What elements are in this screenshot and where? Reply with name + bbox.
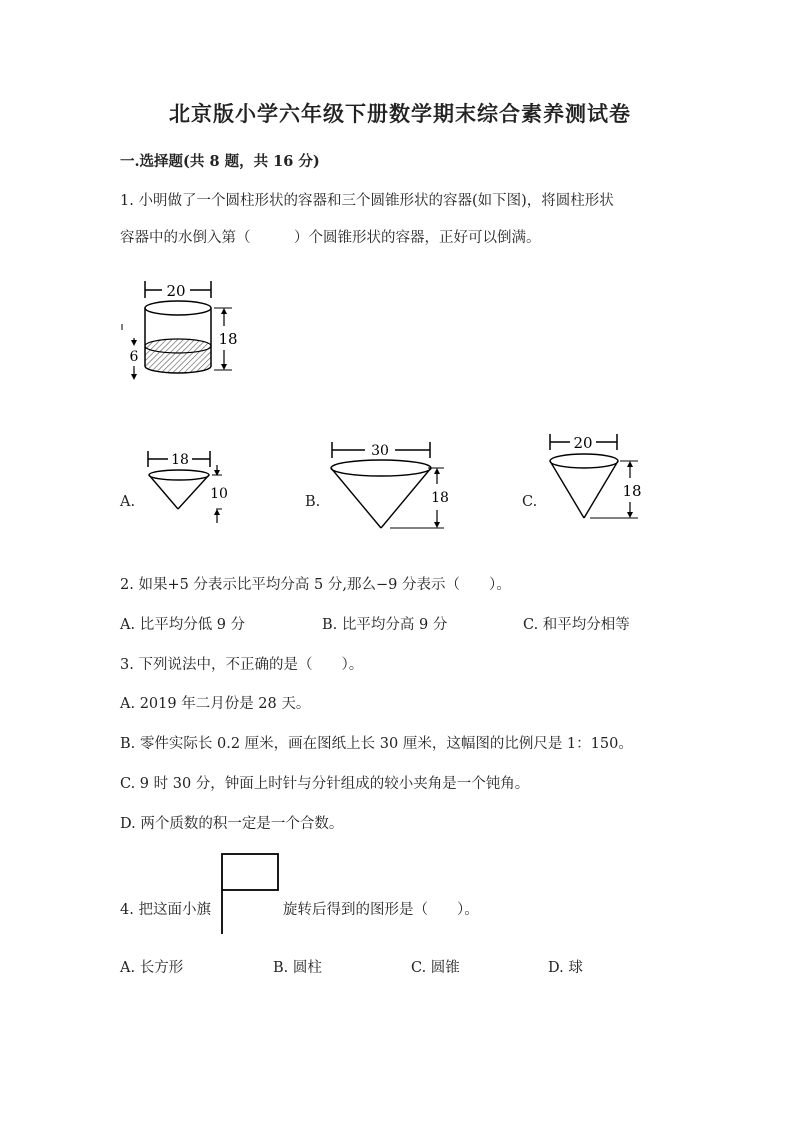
cylinder-diameter-label: 20 [166,282,186,300]
cone-b-figure [320,438,460,533]
cone-c-figure [540,430,650,525]
cone-c-top-label: 20 [573,434,593,452]
q2-option-b: B. 比平均分高 9 分 [322,617,448,633]
cone-b-top-label: 30 [371,443,389,459]
cylinder-water-label: 6 [129,349,139,365]
q3-option-b: B. 零件实际长 0.2 厘米，画在图纸上长 30 厘米，这幅图的比例尺是 1：150。 [120,736,633,752]
q4-option-b: B. 圆柱 [273,960,322,976]
q2-option-a: A. 比平均分低 9 分 [120,617,246,633]
cone-a-top-label: 18 [171,452,189,468]
q2-option-c: C. 和平均分相等 [523,617,630,633]
q4-option-c: C. 圆锥 [411,960,460,976]
q4-option-d: D. 球 [548,960,583,976]
cone-a-height-label: 10 [210,486,228,502]
cone-a-figure [140,445,240,525]
q4-option-a: A. 长方形 [120,960,184,976]
cone-b-height-label: 18 [431,490,449,506]
q1-option-a-label: A. [120,494,136,510]
q1-option-c-label: C. [522,494,538,510]
q4-stem-left: 4. 把这面小旗 [120,902,211,918]
cylinder-figure [120,278,250,383]
q3-option-a: A. 2019 年二月份是 28 天。 [120,696,311,712]
section-heading: 一.选择题(共 8 题，共 16 分) [120,153,320,170]
q1-stem-line2: 容器中的水倒入第（ ）个圆锥形状的容器，正好可以倒满。 [120,230,541,246]
q4-stem-right: 旋转后得到的图形是（ ）。 [283,902,479,918]
q2-stem: 2. 如果+5 分表示比平均分高 5 分,那么−9 分表示（ ）。 [120,577,511,593]
q1-stem-line1: 1. 小明做了一个圆柱形状的容器和三个圆锥形状的容器(如下图)，将圆柱形状 [120,193,614,209]
page-title: 北京版小学六年级下册数学期末综合素养测试卷 [169,101,631,126]
cone-c-height-label: 18 [622,482,642,500]
q3-option-d: D. 两个质数的积一定是一个合数。 [120,816,344,832]
q3-stem: 3. 下列说法中，不正确的是（ ）。 [120,657,364,673]
q1-option-b-label: B. [305,494,321,510]
flag-figure [218,850,282,936]
q3-option-c: C. 9 时 30 分，钟面上时针与分针组成的较小夹角是一个钝角。 [120,776,530,792]
cylinder-height-label: 18 [218,330,238,348]
